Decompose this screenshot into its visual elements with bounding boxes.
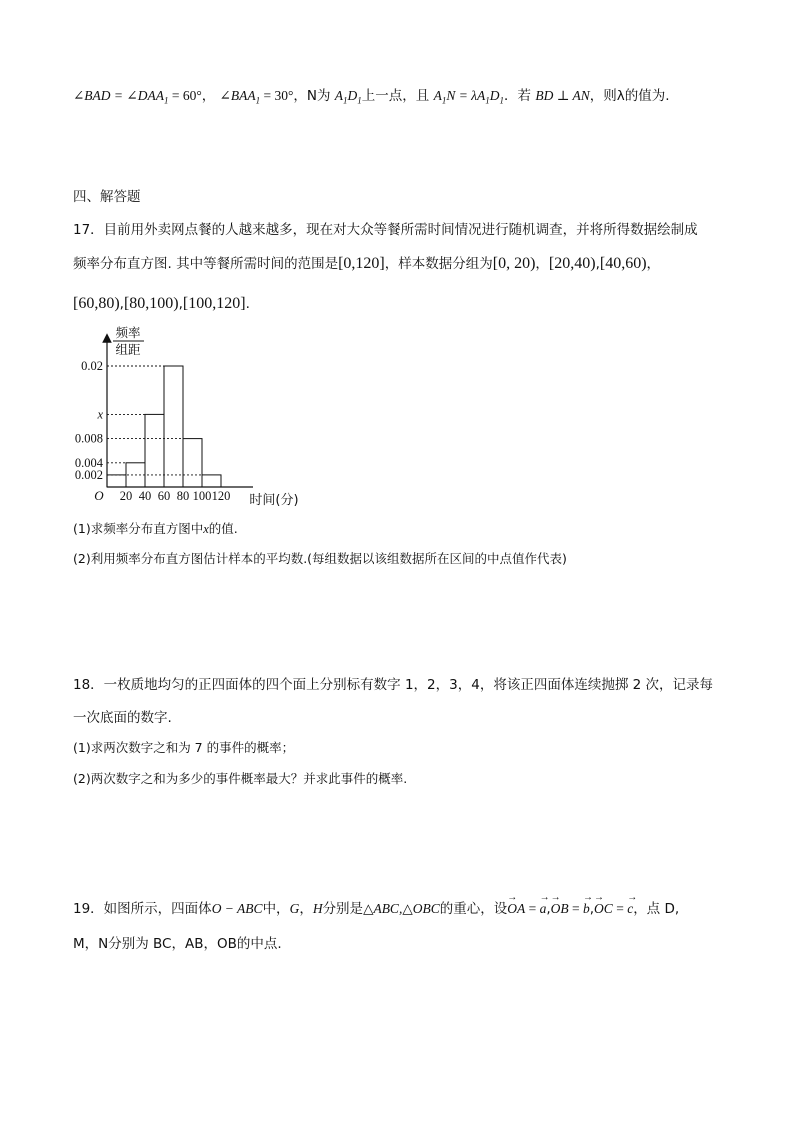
ylabel-bottom: 组距 [115, 342, 141, 357]
x-tick-label: 120 [211, 489, 231, 503]
q18-line2: 一次底面的数字. [73, 710, 172, 726]
origin-label: O [94, 488, 104, 503]
x-tick-label: 60 [157, 489, 171, 503]
histogram-bar [164, 366, 183, 487]
y-tick-label: 0.002 [74, 467, 103, 482]
histogram-bar [145, 414, 164, 487]
histogram-bar [202, 475, 221, 487]
q17-line1: 17．目前用外卖网点餐的人越来越多，现在对大众等餐所需时间情况进行随机调查，并将所得数据绘制成 [73, 222, 698, 238]
range-expr: [0,120] [338, 255, 385, 272]
x-tick-label: 40 [138, 489, 152, 503]
q18-sub2: (2)两次数字之和为多少的事件概率最大？并求此事件的概率. [73, 771, 408, 786]
q17-sub2: (2)利用频率分布直方图估计样本的平均数.(每组数据以该组数据所在区间的中点值作代表) [73, 551, 567, 566]
q17-line2: 频率分布直方图. 其中等餐所需时间的范围是[0,120]，样本数据分组为[0, 20)，[20,40),[40,60)， [73, 255, 661, 272]
histogram-bar [107, 475, 126, 487]
vector-b: → b [583, 900, 590, 918]
q19-line2: M，N分别为 BC，AB，OB的中点. [73, 936, 282, 952]
condition-line: ∠BAD = $\angle DAA_1 = 60^\circ$， $\angle BAA_1 = 30^\circ$，N为 $A_1D_1$上一点，且 $A_1N = \lambda A_1D_1$．若 BD ⊥ AN，则λ的值为. [73, 88, 670, 106]
vector-a: → a [540, 900, 547, 918]
q17-sub1: (1)求频率分布直方图中x的值. [73, 521, 238, 536]
q19-line1: 19．如图所示，四面体O − ABC中，G，H分别是△ABC,△OBC的重心，设→ OA = → a,→ OB = → b,→ OC = → c，点 D, [73, 900, 679, 918]
x-axis-label: 时间(分) [249, 493, 299, 508]
perp-expr: BD ⊥ AN [535, 88, 590, 103]
frequency-histogram [70, 322, 320, 512]
vector-ob: → OB [551, 900, 569, 918]
y-tick-label: 0.004 [74, 455, 103, 470]
x-tick-label: 80 [176, 489, 190, 503]
angle-expr-1: ∠BAD = ∠DAA [73, 88, 164, 103]
q18-sub1: (1)求两次数字之和为 7 的事件的概率； [73, 740, 295, 755]
q18-line1: 18．一枚质地均匀的正四面体的四个面上分别标有数字 1，2，3，4，将该正四面体连续抛掷 2 次，记录每 [73, 677, 713, 693]
y-tick-label: 0.02 [81, 359, 103, 373]
section-title: 四、解答题 [73, 189, 141, 205]
vector-oc: → OC [594, 900, 613, 918]
q17-line3: [60,80),[80,100),[100,120]. [73, 295, 250, 312]
angle-expr-2: ∠BAA [219, 88, 256, 103]
x-tick-label: 20 [119, 489, 133, 503]
ylabel-top: 频率 [115, 325, 141, 340]
x-tick-label: 100 [192, 489, 212, 503]
vector-oa: → OA [507, 900, 525, 918]
y-tick-label: x [97, 407, 103, 422]
vector-c: → c [627, 900, 633, 918]
histogram-bar [183, 439, 202, 487]
y-tick-label: 0.008 [74, 431, 103, 446]
